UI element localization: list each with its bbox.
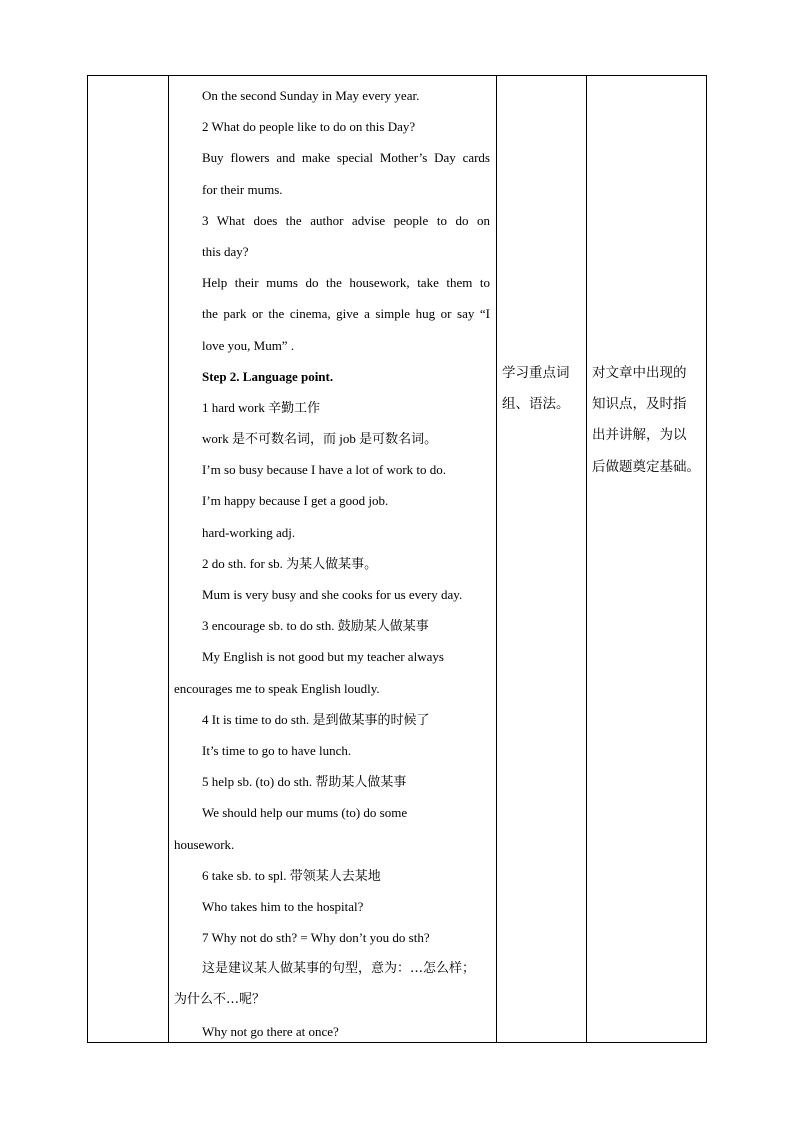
content-line: My English is not good but my teacher always [202, 649, 444, 665]
content-line: love you, Mum” . [202, 337, 295, 353]
content-line: I’m so busy because I have a lot of work to do. [202, 462, 447, 478]
content-line: Mum is very busy and she cooks for us every day. [202, 587, 463, 602]
lesson-plan-table [87, 75, 707, 1043]
content-line: 1 hard work 辛勤工作 [202, 399, 321, 415]
intent-line: 后做题奠定基础。 [592, 458, 700, 475]
intent-line: 对文章中出现的 [592, 365, 687, 381]
content-line: the park or the cinema, give a simple hug or say “I [202, 306, 490, 322]
content-line: work 是不可数名词，而 job 是可数名词。 [202, 431, 438, 447]
intent-line: 出并讲解，为以 [592, 427, 687, 444]
content-line: for their mums. [202, 181, 283, 197]
content-line: It’s time to go to have lunch. [202, 742, 352, 758]
content-line: 7 Why not do sth? = Why don’t you do sth? [202, 930, 430, 946]
content-line: Buy flowers and make special Mother’s Day cards [202, 150, 490, 166]
design-aim-cell [496, 76, 586, 1042]
content-line: 2 What do people like to do on this Day? [202, 119, 416, 135]
content-line: We should help our mums (to) do some [202, 805, 408, 821]
content-line: 这是建议某人做某事的句型，意为：…怎么样； [202, 961, 476, 977]
content-line: I’m happy because I get a good job. [202, 493, 389, 509]
intent-line: 知识点，及时指 [592, 396, 687, 413]
content-line: 3 encourage sb. to do sth. 鼓励某人做某事 [202, 618, 429, 634]
content-line: hard-working adj. [202, 524, 296, 540]
content-line: 4 It is time to do sth. 是到做某事的时候了 [202, 711, 430, 727]
content-line: this day? [202, 243, 249, 259]
content-line: 3 What does the author advise people to do on [202, 212, 490, 228]
aim-line: 组、语法。 [502, 396, 570, 413]
content-line: 2 do sth. for sb. 为某人做某事。 [202, 555, 378, 571]
content-line: Who takes him to the hospital? [202, 898, 364, 914]
design-intent-cell [586, 76, 706, 1042]
content-line: Step 2. Language point. [202, 368, 334, 384]
content-line: 为什么不…呢？ [174, 992, 266, 1008]
content-line: 6 take sb. to spl. 带领某人去某地 [202, 867, 381, 883]
content-line: Why not go there at once? [202, 1023, 339, 1039]
content-line: housework. [174, 836, 235, 852]
content-line: On the second Sunday in May every year. [202, 88, 420, 103]
content-line: Help their mums do the housework, take them to [202, 275, 490, 291]
aim-line: 学习重点词 [502, 365, 570, 381]
teaching-content-cell [168, 76, 496, 1042]
content-line: 5 help sb. (to) do sth. 帮助某人做某事 [202, 774, 407, 790]
content-line: encourages me to speak English loudly. [174, 680, 380, 696]
